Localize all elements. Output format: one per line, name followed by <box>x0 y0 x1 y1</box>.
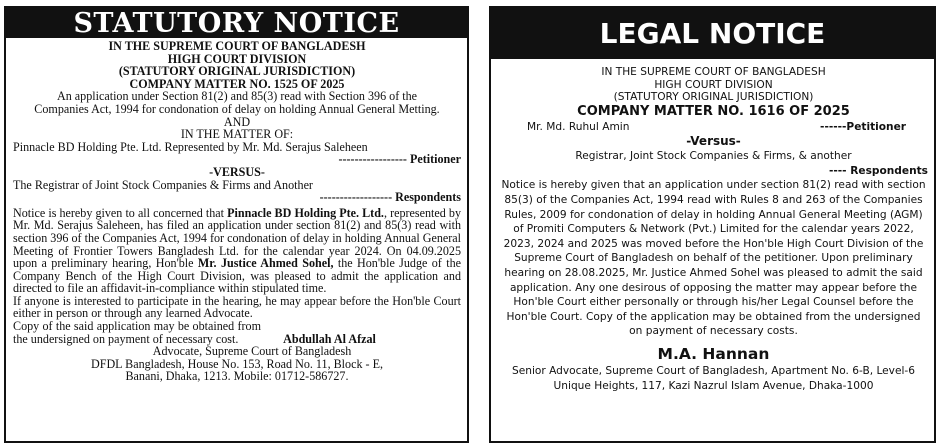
division: HIGH COURT DIVISION <box>654 78 773 91</box>
court-name: IN THE SUPREME COURT OF BANGLADESH <box>108 39 366 53</box>
petitioner-label: ----------------- Petitioner <box>338 152 461 167</box>
division: HIGH COURT DIVISION <box>167 51 307 66</box>
company-matter-number: COMPANY MATTER NO. 1616 OF 2025 <box>577 103 850 119</box>
legal-notice-body <box>491 59 934 393</box>
notice-paragraph: Notice is hereby given to all concerned that Pinnacle BD Holding Pte. Ltd., represented by Mr. Md. Serajus Saleheen, has filed an application under section 81(2) and 85(3) read with section 396 of the Companies Act, 1994 for condonation of delay in holding Annual General Meeting of Frontier Towers Bangladesh Ltd. for the calendar year 2024. On 04.09.2025 upon a preliminary hearing, Hon'ble Mr. Justice Ahmed Sohel, the Hon'ble Judge of the Company Bench of the High Court Division, was pleased to admit the application and directed to file an affidavit-in-compliance within stipulated time. <box>13 205 462 296</box>
respondent-party: The Registrar of Joint Stock Companies & Firms and Another <box>13 177 313 192</box>
petitioner-label: ------Petitioner <box>820 120 906 133</box>
judge-name: Mr. Justice Ahmed Sohel, <box>197 256 334 271</box>
respondent-label: ------------------ Respondents <box>319 190 461 205</box>
copy-paragraph: Copy of the said application may be obtained from the undersigned on payment of necessary cost. <box>13 319 261 346</box>
statutory-notice <box>4 6 469 443</box>
notice-paragraph: Notice is hereby given that an application under section 81(2) read with section 85(3) of the Companies Act, 1994 read with Rules 8 and 263 of the Companies Rules, 2009 for condonation of delay in holding Annual General Meeting (AGM) of Promiti Computers & Network (Pvt.) Limited for the calendar years 2022, 2023, 2024 and 2025 was moved before the Hon'ble High Court Division of the Supreme Court of Bangladesh on behalf of the petitioner. Upon preliminary hearing on 28.08.2025, Mr. Justice Ahmed Sohel was pleased to admit the said application. Any one desirous of opposing the matter may appear before the Hon'ble Court either personally or through his/her Legal Counsel before the Hon'ble Court. Copy of the application may be obtained from the undersigned on payment of necessary costs. <box>501 179 926 338</box>
signer-title: Advocate, Supreme Court of Bangladesh <box>152 344 352 359</box>
court-name: IN THE SUPREME COURT OF BANGLADESH <box>601 66 826 78</box>
company-matter-number: COMPANY MATTER NO. 1525 OF 2025 <box>129 76 345 91</box>
signer-name: M.A. Hannan <box>657 344 770 363</box>
respondent-label: ---- Respondents <box>828 164 928 177</box>
versus-label: -Versus- <box>686 134 741 149</box>
jurisdiction: (STATUTORY ORIGINAL JURISDICTION) <box>118 64 356 79</box>
statutory-notice-banner: STATUTORY NOTICE <box>6 8 467 38</box>
statutory-notice-body <box>6 38 467 383</box>
petitioner-party: Pinnacle BD Holding Pte. Ltd. Represented by Mr. Md. Serajus Saleheen <box>13 139 368 154</box>
versus-label: -VERSUS- <box>209 164 265 179</box>
application-line: Companies Act, 1994 for condonation of delay on holding Annual General Metting. <box>34 101 440 116</box>
company-name: Pinnacle BD Holding Pte. Ltd. <box>227 205 384 220</box>
hearing-paragraph: If anyone is interested to participate in the hearing, he may appear before the Hon'ble Court either in person or through any learned Advocate. <box>13 293 461 321</box>
legal-notice <box>489 6 936 443</box>
respondent-party: Registrar, Joint Stock Companies & Firms, & another <box>575 150 852 163</box>
signer-name: Abdullah Al Afzal <box>283 331 376 346</box>
signer-title: Senior Advocate, Supreme Court of Bangladesh, Apartment No. 6-B, Level-6 <box>512 364 915 377</box>
application-line: An application under Section 81(2) and 85(3) read with Section 396 of the <box>56 89 418 104</box>
petitioner-name: Mr. Md. Ruhul Amin <box>527 120 630 133</box>
and-label: AND <box>223 114 251 129</box>
signer-address: Unique Heights, 117, Kazi Nazrul Islam Avenue, Dhaka-1000 <box>553 379 874 392</box>
signer-address: DFDL Bangladesh, House No. 153, Road No. 11, Block - E, <box>90 356 383 371</box>
petitioner-row <box>499 120 928 135</box>
jurisdiction: (STATUTORY ORIGINAL JURISDICTION) <box>613 90 814 103</box>
signer-contact: Banani, Dhaka, 1213. Mobile: 01712-586727. <box>125 369 349 384</box>
legal-notice-banner: LEGAL NOTICE <box>491 8 934 59</box>
in-matter-label: IN THE MATTER OF: <box>180 127 294 142</box>
